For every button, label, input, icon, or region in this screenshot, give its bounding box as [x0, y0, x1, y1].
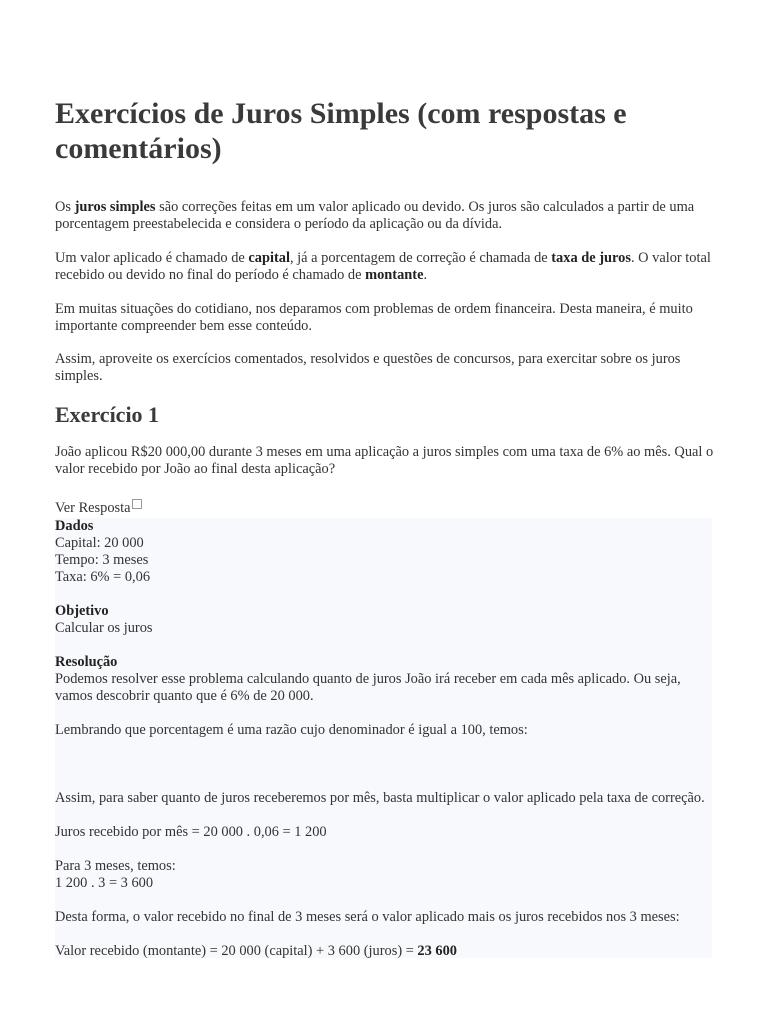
text-span: . O valor total recebido ou devido no final do período é chamado de — [55, 250, 711, 283]
text-span: Valor recebido (montante) = 20 000 (capital) + 3 600 (juros) = — [55, 943, 418, 959]
page-title: Exercícios de Juros Simples (com respostas e comentários) — [55, 97, 627, 165]
exercise-heading: Exercício 1 — [55, 402, 160, 427]
taxa-line: Taxa: 6% = 0,06 — [55, 569, 151, 585]
answer-panel — [55, 518, 712, 958]
resolucao-title — [55, 654, 117, 671]
text-span: Um valor aplicado é chamado de — [55, 250, 249, 266]
dados-title — [55, 518, 93, 535]
bold-title: Dados — [55, 518, 94, 534]
objetivo-title — [55, 603, 109, 620]
juros-mes-line: Juros recebido por mês = 20 000 . 0,06 = 1 200 — [55, 824, 327, 840]
assim-text: Assim, para saber quanto de juros receberemos por mês, basta multiplicar o valor aplicado pela taxa de correção. — [55, 790, 705, 806]
intro-paragraph-2 — [55, 250, 715, 284]
bold-term: capital — [248, 250, 290, 266]
objetivo-text: Calcular os juros — [55, 620, 153, 636]
intro-paragraph-3: Em muitas situações do cotidiano, nos deparamos com problemas de ordem financeira. Desta maneira, é muito importante compreender bem esse conteúdo. — [55, 301, 693, 334]
bold-term: juros simples — [74, 199, 156, 215]
bold-term: taxa de juros — [551, 250, 631, 266]
bold-term: montante — [365, 267, 424, 283]
resolucao-text: Podemos resolver esse problema calculando quanto de juros João irá receber em cada mês aplicado. Ou seja, vamos descobrir quanto que é 6% de 20 000. — [55, 671, 681, 704]
intro-paragraph-1 — [55, 199, 715, 233]
ver-resposta-toggle[interactable] — [55, 500, 142, 517]
desta-forma-text: Desta forma, o valor recebido no final de 3 meses será o valor aplicado mais os juros recebidos nos 3 meses: — [55, 909, 680, 925]
para-3-meses-line: Para 3 meses, temos: — [55, 858, 176, 874]
lembrando-text: Lembrando que porcentagem é uma razão cujo denominador é igual a 100, temos: — [55, 722, 528, 738]
bold-title: Objetivo — [55, 603, 109, 619]
bold-title: Resolução — [55, 654, 118, 670]
intro-paragraph-4: Assim, aproveite os exercícios comentados, resolvidos e questões de concursos, para exercitar sobre os juros simples. — [55, 351, 681, 384]
text-span: Os — [55, 199, 75, 215]
calc-3-meses-line: 1 200 . 3 = 3 600 — [55, 875, 154, 891]
checkbox-icon[interactable] — [132, 499, 142, 509]
tempo-line: Tempo: 3 meses — [55, 552, 149, 568]
exercise-question: João aplicou R$20 000,00 durante 3 meses em uma aplicação a juros simples com uma taxa de 6% ao mês. Qual o valor recebido por João ao final desta aplicação? — [55, 444, 714, 477]
text-span: são correções feitas em um valor aplicado ou devido. Os juros são calculados a partir de uma porcentagem preestabelecida e considera o período da aplicação ou da dívida. — [55, 199, 695, 232]
ver-resposta-label[interactable]: Ver Resposta — [55, 500, 131, 516]
bold-result: 23 600 — [417, 943, 457, 959]
valor-recebido-line — [55, 943, 457, 960]
text-span: , já a porcentagem de correção é chamada de — [289, 250, 552, 266]
text-span: . — [423, 267, 428, 283]
capital-line: Capital: 20 000 — [55, 535, 144, 551]
